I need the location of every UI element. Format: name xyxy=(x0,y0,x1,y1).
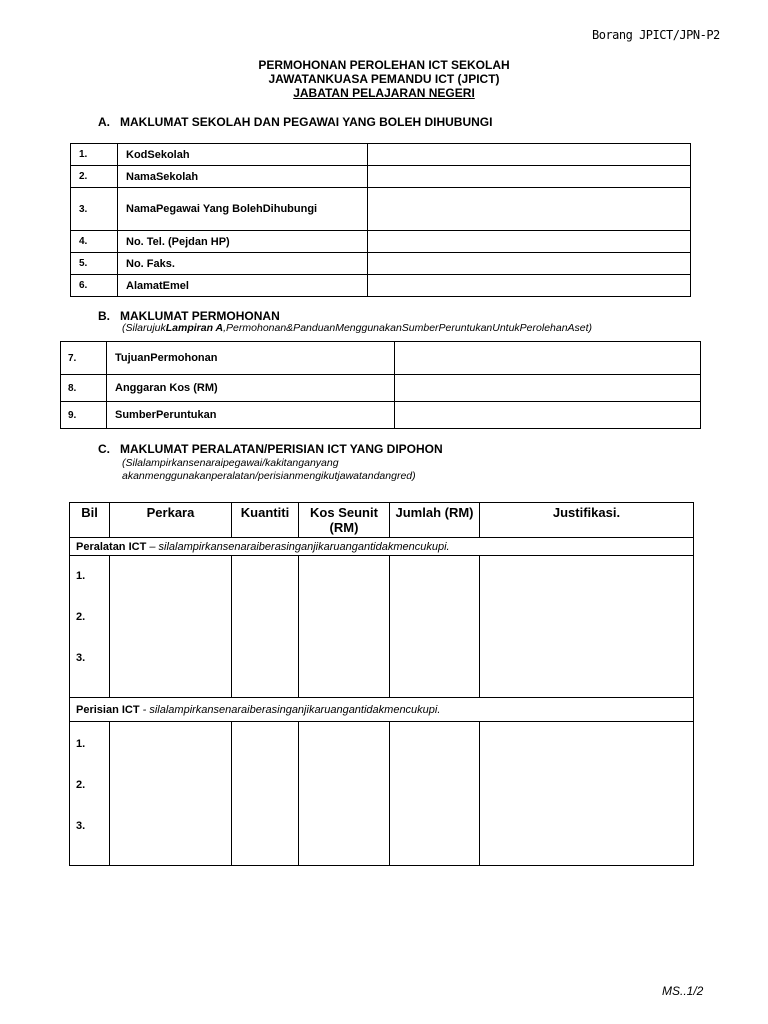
row-number: 5. xyxy=(71,253,118,275)
row-label: NamaPegawai Yang BolehDihubungi xyxy=(118,188,368,231)
row-label: SumberPeruntukan xyxy=(107,402,395,429)
item-number: 1. xyxy=(76,738,86,750)
kuantiti-cell[interactable] xyxy=(232,722,299,866)
jumlah-cell[interactable] xyxy=(390,556,480,698)
peralatan-items-row xyxy=(70,556,694,698)
group-label-note: – silalampirkansenaraiberasinganjikaruangantidakmencukupi. xyxy=(146,540,450,553)
form-code: Borang JPICT/JPN-P2 xyxy=(592,28,720,42)
row-number: 1. xyxy=(71,144,118,166)
section-a-row xyxy=(71,144,691,166)
title-line-1: PERMOHONAN PEROLEHAN ICT SEKOLAH xyxy=(258,58,510,72)
item-number: 1. xyxy=(76,570,86,582)
title-line-2: JAWATANKUASA PEMANDU ICT (JPICT) xyxy=(268,72,500,86)
nama-sekolah-field[interactable] xyxy=(368,166,691,188)
section-b-note-prefix: (Silarujuk xyxy=(122,322,166,334)
section-b-row xyxy=(61,375,701,402)
page-number: MS..1/2 xyxy=(662,984,704,998)
kos-seunit-cell[interactable] xyxy=(299,556,390,698)
tujuan-permohonan-field[interactable] xyxy=(395,342,701,375)
section-b-row xyxy=(61,342,701,375)
section-b-row xyxy=(61,402,701,429)
group-label-bold: Peralatan ICT xyxy=(76,540,147,553)
section-c-table xyxy=(69,502,694,866)
row-number: 7. xyxy=(61,342,107,375)
section-a-row xyxy=(71,231,691,253)
group-label-row xyxy=(70,538,694,556)
row-number: 4. xyxy=(71,231,118,253)
table-header-row xyxy=(70,503,694,538)
section-c-heading: C. MAKLUMAT PERALATAN/PERISIAN ICT YANG DIPOHON xyxy=(98,442,443,456)
item-numbers xyxy=(70,722,110,866)
section-a-row xyxy=(71,275,691,297)
nama-pegawai-field[interactable] xyxy=(368,188,691,231)
kuantiti-cell[interactable] xyxy=(232,556,299,698)
item-number: 3. xyxy=(76,652,86,664)
alamat-emel-field[interactable] xyxy=(368,275,691,297)
section-a-row xyxy=(71,166,691,188)
item-number: 2. xyxy=(76,779,86,791)
perkara-cell[interactable] xyxy=(110,722,232,866)
row-number: 8. xyxy=(61,375,107,402)
item-number: 3. xyxy=(76,820,86,832)
section-a-row xyxy=(71,253,691,275)
perisian-items-row xyxy=(70,722,694,866)
row-label: KodSekolah xyxy=(118,144,368,166)
row-label: TujuanPermohonan xyxy=(107,342,395,375)
row-number: 2. xyxy=(71,166,118,188)
row-label: No. Tel. (Pejdan HP) xyxy=(118,231,368,253)
item-numbers xyxy=(70,556,110,698)
section-b-heading: B. MAKLUMAT PERMOHONAN xyxy=(98,309,280,323)
section-b-note xyxy=(122,322,592,334)
jumlah-cell[interactable] xyxy=(390,722,480,866)
peralatan-ict-label xyxy=(70,538,694,556)
column-header-kos-seunit: Kos Seunit (RM) xyxy=(299,503,390,538)
item-number: 2. xyxy=(76,611,86,623)
section-b-note-bold: Lampiran A xyxy=(165,322,224,334)
perisian-ict-label xyxy=(70,698,694,722)
group-label-note: - silalampirkansenaraiberasinganjikaruangantidakmencukupi. xyxy=(139,703,441,716)
row-label: AlamatEmel xyxy=(118,275,368,297)
column-header-bil: Bil xyxy=(70,503,110,538)
section-a-heading: A. MAKLUMAT SEKOLAH DAN PEGAWAI YANG BOLEH DIHUBUNGI xyxy=(98,115,493,129)
no-tel-field[interactable] xyxy=(368,231,691,253)
section-b-note-suffix: ,Permohonan&PanduanMenggunakanSumberPeruntukanUntukPerolehanAset) xyxy=(223,322,593,334)
section-b-table xyxy=(60,341,701,429)
section-c-note-line-1: (Silalampirkansenaraipegawai/kakitanganyang xyxy=(122,457,339,469)
column-header-jumlah: Jumlah (RM) xyxy=(390,503,480,538)
justifikasi-cell[interactable] xyxy=(480,722,694,866)
no-faks-field[interactable] xyxy=(368,253,691,275)
group-label-bold: Perisian ICT xyxy=(76,703,140,716)
anggaran-kos-field[interactable] xyxy=(395,375,701,402)
section-a-row xyxy=(71,188,691,231)
sumber-peruntukan-field[interactable] xyxy=(395,402,701,429)
kod-sekolah-field[interactable] xyxy=(368,144,691,166)
row-label: NamaSekolah xyxy=(118,166,368,188)
kos-seunit-cell[interactable] xyxy=(299,722,390,866)
row-number: 9. xyxy=(61,402,107,429)
perkara-cell[interactable] xyxy=(110,556,232,698)
row-label: Anggaran Kos (RM) xyxy=(107,375,395,402)
title-line-3: JABATAN PELAJARAN NEGERI xyxy=(293,86,475,100)
justifikasi-cell[interactable] xyxy=(480,556,694,698)
row-number: 6. xyxy=(71,275,118,297)
group-label-row xyxy=(70,698,694,722)
column-header-kuantiti: Kuantiti xyxy=(232,503,299,538)
section-c-note-line-2: akanmenggunakanperalatan/perisianmengikutjawatandangred) xyxy=(122,470,416,482)
section-a-table xyxy=(70,143,691,297)
row-number: 3. xyxy=(71,188,118,231)
column-header-perkara: Perkara xyxy=(110,503,232,538)
row-label: No. Faks. xyxy=(118,253,368,275)
column-header-justifikasi: Justifikasi. xyxy=(480,503,694,538)
